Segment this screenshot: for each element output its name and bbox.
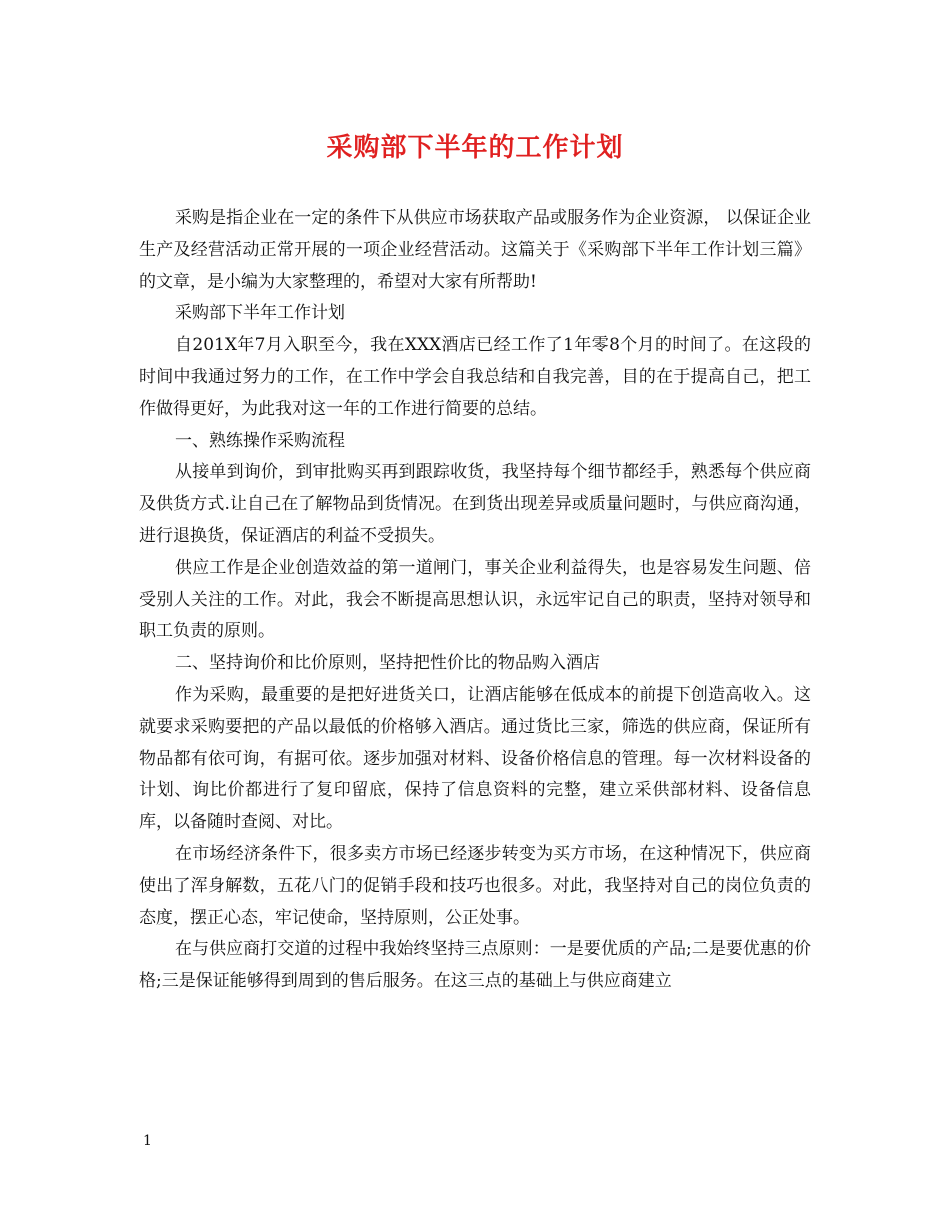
section-heading-2: 二、坚持询价和比价原则，坚持把性价比的物品购入酒店 [175,653,600,674]
paragraph-procurement-process: 从接单到询价，到审批购买再到跟踪收货，我坚持每个细节都经手，熟悉每个供应商及供货方式.让自己在了解物品到货情况。在到货出现差异或质量问题时，与供应商沟通，进行退换货，保证酒店的利益不受损失。 [139,462,811,546]
paragraph-purchasing-control: 作为采购，最重要的是把好进货关口，让酒店能够在低成本的前提下创造高收入。这就要求采购要把的产品以最低的价格够入酒店。通过货比三家，筛选的供应商，保证所有物品都有依可询，有据可依。逐步加强对材料、设备价格信息的管理。每一次材料设备的计划、询比价都进行了复印留底，保持了信息资料的完整，建立采供部材料、设备信息库，以备随时查阅、对比。 [139,684,811,833]
paragraph-supply-work: 供应工作是企业创造效益的第一道闸门，事关企业利益得失，也是容易发生问题、倍受别人关注的工作。对此，我会不断提高思想认识，永远牢记自己的职责，坚持对领导和职工负责的原则。 [139,557,811,642]
paragraph-three-principles: 在与供应商打交道的过程中我始终坚持三点原则：一是要优质的产品;二是要优惠的价格;三是保证能够得到周到的售后服务。在这三点的基础上与供应商建立 [139,939,811,992]
section-heading-1: 一、熟练操作采购流程 [175,430,345,451]
document-title: 采购部下半年的工作计划 [326,133,624,163]
paragraph-subtitle: 采购部下半年工作计划 [175,303,345,324]
paragraph-work-summary: 自201X年7月入职至今，我在XXX酒店已经工作了1年零8个月的时间了。在这段的时间中我通过努力的工作，在工作中学会自我总结和自我完善，目的在于提高自己，把工作做得更好，为此我对这一年的工作进行简要的总结。 [139,335,811,419]
paragraph-market-conditions: 在市场经济条件下，很多卖方市场已经逐步转变为买方市场，在这种情况下，供应商使出了浑身解数，五花八门的促销手段和技巧也很多。对此，我坚持对自己的岗位负责的态度，摆正心态，牢记使命，坚持原则，公正处事。 [139,843,811,928]
paragraph-intro: 采购是指企业在一定的条件下从供应市场获取产品或服务作为企业资源， 以保证企业生产及经营活动正常开展的一项企业经营活动。这篇关于《采购部下半年工作计划三篇》的文章，是小编为大家整理的，希望对大家有所帮助! [139,208,811,292]
page-number: 1 [143,1133,152,1149]
document-body [139,203,811,998]
